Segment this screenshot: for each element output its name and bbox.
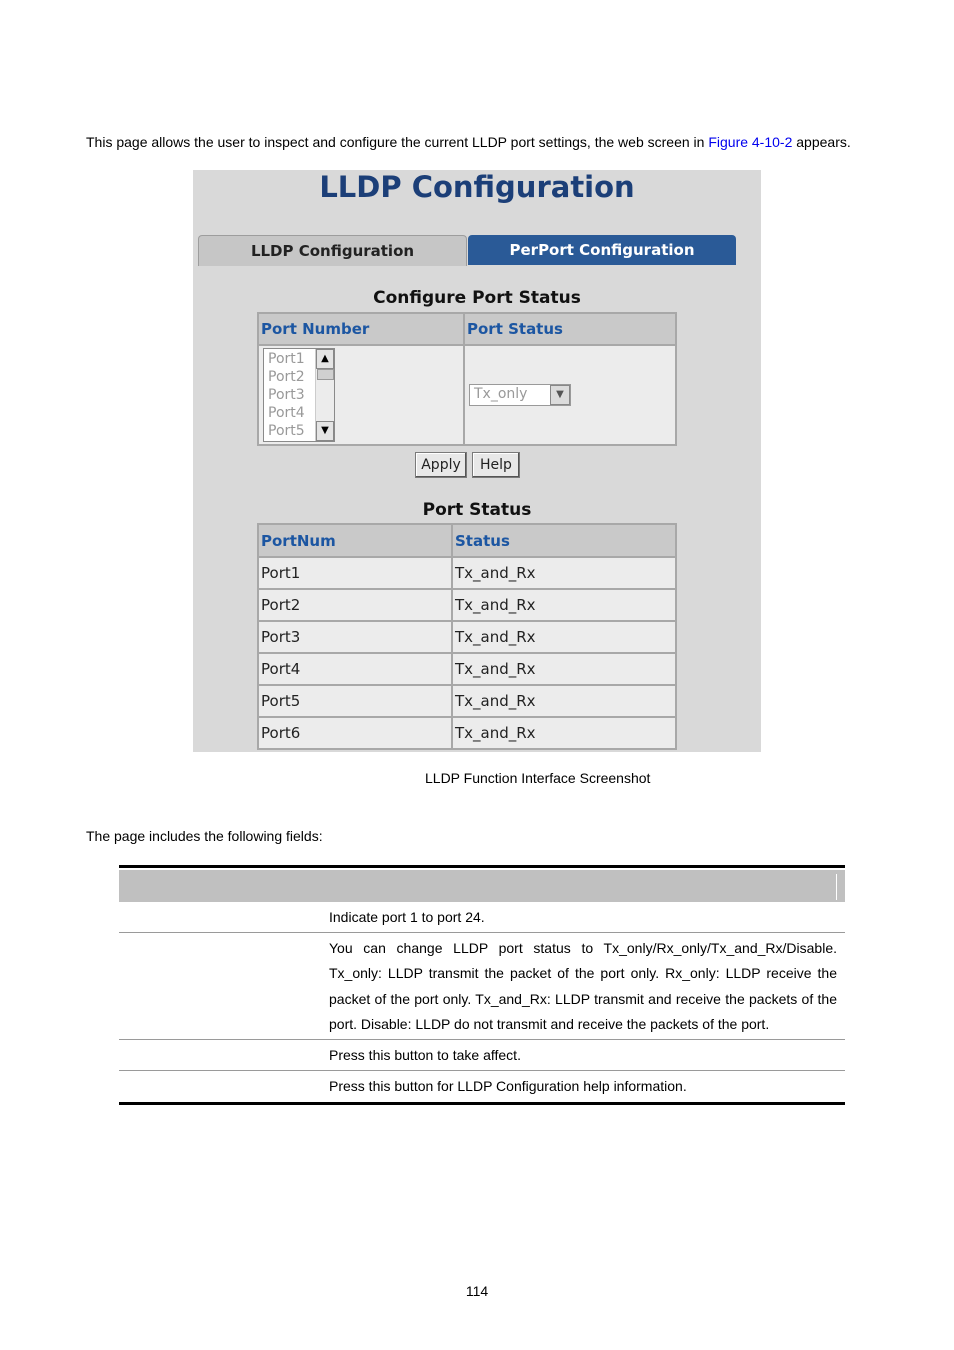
page-number: 114 [465,1283,489,1299]
portnum-cell: Port6 [258,717,452,749]
portnum-cell: Port3 [258,621,452,653]
field-row [119,933,845,1040]
field-description: Indicate port 1 to port 24. [329,909,485,925]
port-option[interactable]: Port3 [268,387,305,403]
scroll-thumb[interactable] [317,369,334,380]
port-status-header: Port Status [464,313,676,345]
portnum-cell: Port4 [258,653,452,685]
status-cell: Tx_and_Rx [452,557,676,589]
intro-text-before: This page allows the user to inspect and configure the current LLDP port settings, the web screen in [86,134,709,150]
port-status-table [257,523,677,750]
field-description: Press this button for LLDP Configuration help information. [329,1077,687,1094]
tab-lldp-configuration[interactable]: LLDP Configuration [198,235,467,266]
fields-intro: The page includes the following fields: [86,828,323,844]
port-number-header: Port Number [258,313,464,345]
table-row [258,589,676,621]
lldp-screenshot [193,170,761,752]
chevron-down-icon[interactable]: ▼ [550,385,570,405]
port-status-selected-value: Tx_only [474,386,528,402]
table-row [258,685,676,717]
table-top-rule [119,865,845,868]
configure-port-status-table [257,312,677,446]
port-status-cell [464,345,676,445]
status-cell: Tx_and_Rx [452,589,676,621]
status-cell: Tx_and_Rx [452,717,676,749]
scroll-down-icon[interactable]: ▼ [316,421,334,441]
status-cell: Tx_and_Rx [452,685,676,717]
tab-perport-configuration[interactable]: PerPort Configuration [468,235,736,265]
table-row [258,717,676,749]
field-row [119,902,845,933]
figure-link[interactable]: Figure 4-10-2 [708,134,793,150]
help-button[interactable]: Help [472,452,520,478]
field-description: Press this button to take affect. [329,1046,521,1063]
table-row [258,621,676,653]
portnum-header: PortNum [258,524,452,557]
intro-text-after: appears. [792,134,851,150]
port-option[interactable]: Port4 [268,405,305,421]
scroll-up-icon[interactable]: ▲ [316,349,334,369]
portnum-cell: Port1 [258,557,452,589]
lldp-page-title: LLDP Configuration [319,170,635,204]
port-number-cell [258,345,464,445]
listbox-scrollbar[interactable] [315,349,334,441]
status-cell: Tx_and_Rx [452,653,676,685]
status-header: Status [452,524,676,557]
field-row [119,1040,845,1071]
intro-paragraph [86,134,851,150]
status-cell: Tx_and_Rx [452,621,676,653]
fields-table [119,865,845,1105]
field-description: You can change LLDP port status to Tx_only/Rx_only/Tx_and_Rx/Disable. Tx_only: LLDP transmit the packet of the port only. Rx_only: LLDP receive the packet of the port only. Tx_and_Rx: LLDP transmit and receive the packets of the port. Disable: LLDP do not transmit and receive the packets of the port. [329,939,837,1033]
port-option[interactable]: Port5 [268,423,305,439]
port-status-select[interactable] [469,384,571,406]
fields-table-header [119,870,845,902]
table-bottom-rule [119,1102,845,1105]
field-row [119,1071,845,1101]
portnum-cell: Port2 [258,589,452,621]
configure-port-status-title: Configure Port Status [373,288,581,308]
port-listbox[interactable] [263,348,335,442]
port-option[interactable]: Port2 [268,369,305,385]
port-status-title: Port Status [422,500,532,520]
table-row [258,557,676,589]
apply-button[interactable]: Apply [415,452,467,478]
figure-caption: LLDP Function Interface Screenshot [425,770,651,786]
port-option[interactable]: Port1 [268,351,305,367]
portnum-cell: Port5 [258,685,452,717]
table-row [258,653,676,685]
